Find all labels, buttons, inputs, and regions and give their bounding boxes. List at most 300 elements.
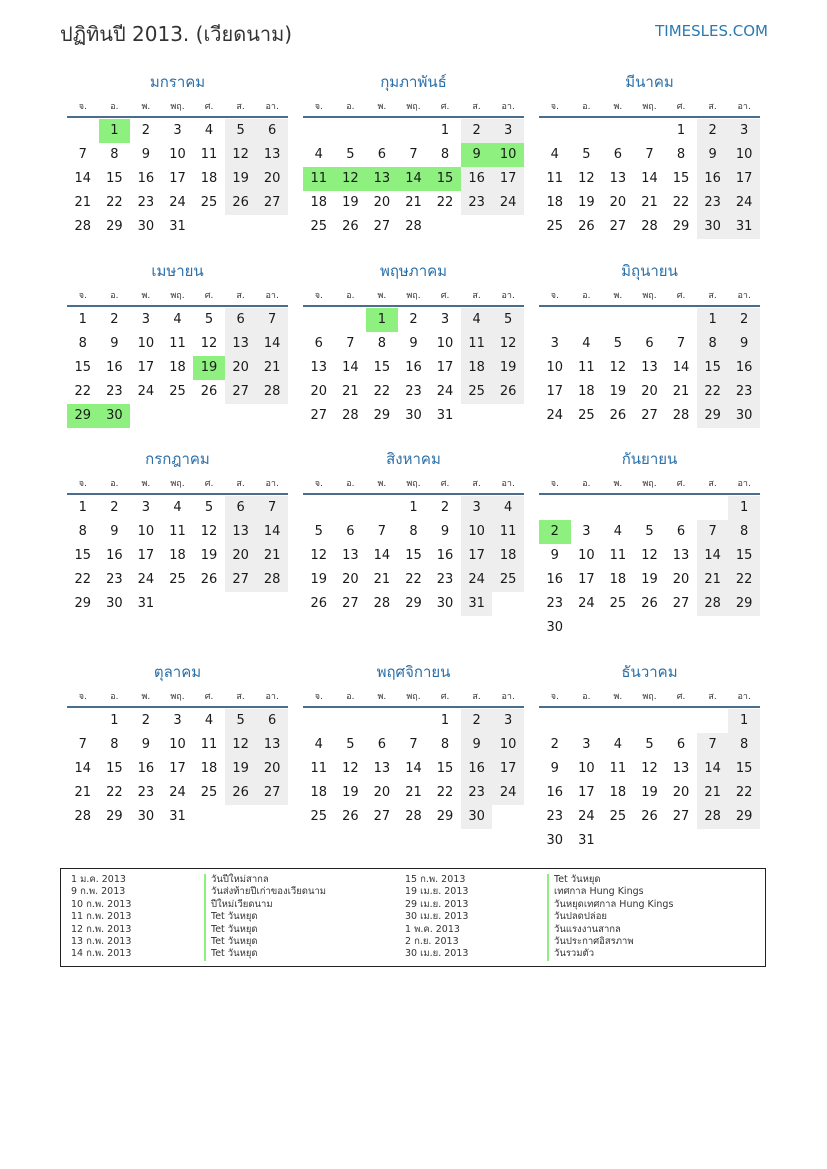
empty-cell — [539, 119, 571, 143]
day-cell: 30 — [137, 219, 155, 234]
day-cell: 2 — [461, 119, 493, 143]
day-cell: 24 — [728, 191, 760, 215]
brand-link[interactable]: TIMESLES.COM — [655, 22, 768, 40]
month-name: พฤษภาคม — [379, 262, 448, 280]
weekday-label: ศ. — [676, 291, 686, 301]
empty-cell — [335, 308, 367, 332]
empty-cell — [602, 308, 634, 332]
day-cell: 3 — [550, 336, 559, 351]
day-cell: 15 — [728, 757, 760, 781]
day-cell: 23 — [546, 596, 564, 611]
day-cell: 22 — [728, 568, 760, 592]
empty-cell — [697, 709, 729, 733]
day-cell: 21 — [256, 544, 288, 568]
weekday-label: พ. — [613, 479, 623, 489]
day-cell: 19 — [310, 572, 328, 587]
weekday-label: อ. — [110, 479, 119, 489]
day-cell: 24 — [461, 568, 493, 592]
day-cell: 26 — [641, 596, 658, 611]
weekday-label: อา. — [501, 692, 515, 702]
weekday-header — [303, 98, 524, 118]
weekday-header — [303, 287, 524, 307]
day-cell: 11 — [200, 737, 218, 752]
day-cell: 26 — [310, 596, 328, 611]
day-cell: 8 — [440, 147, 450, 162]
day-cell: 13 — [225, 332, 257, 356]
day-cell: 23 — [461, 191, 493, 215]
empty-cell — [571, 496, 603, 520]
weekday-label: จ. — [78, 291, 87, 301]
day-cell: 9 — [141, 147, 151, 162]
day-cell: 14 — [74, 171, 92, 186]
day-cell: 9 — [110, 336, 119, 351]
weekday-label: อา. — [265, 102, 279, 112]
day-cell: 19 — [578, 195, 595, 210]
day-cell: 10 — [169, 737, 186, 752]
weekday-label: ศ. — [676, 102, 686, 112]
day-cell: 29 — [697, 404, 729, 428]
legend-right-dates — [405, 874, 468, 961]
weekday-label: อา. — [265, 479, 279, 489]
weekday-label: อ. — [582, 102, 591, 112]
legend-date: 29 เม.ย. 2013 — [405, 898, 469, 910]
day-cell: 13 — [373, 761, 391, 776]
day-cell: 31 — [436, 408, 454, 423]
day-cell: 11 — [200, 147, 218, 162]
day-cell: 16 — [436, 548, 454, 563]
month-name: มิถุนายน — [621, 262, 678, 280]
day-cell: 26 — [641, 809, 658, 824]
day-cell: 17 — [461, 544, 493, 568]
legend-holiday-name: ปีใหม่เวียดนาม — [204, 899, 326, 911]
day-cell: 22 — [74, 572, 92, 587]
month-name: กุมภาพันธ์ — [380, 73, 447, 91]
weekday-label: อ. — [582, 692, 591, 702]
empty-cell — [366, 709, 398, 733]
weekday-label: ศ. — [440, 291, 450, 301]
day-cell: 17 — [169, 171, 186, 186]
day-cell: 26 — [342, 809, 359, 824]
weekday-label: พฤ. — [642, 692, 657, 702]
day-cell: 3 — [141, 312, 151, 327]
legend-holiday-name: Tet วันหยุด — [204, 948, 326, 960]
empty-cell — [67, 709, 99, 733]
weekday-label: อา. — [737, 692, 751, 702]
day-cell: 6 — [613, 147, 623, 162]
day-cell: 4 — [582, 336, 591, 351]
holiday-day-cell: 2 — [539, 520, 571, 544]
weekday-label: จ. — [78, 102, 87, 112]
day-cell: 9 — [110, 524, 119, 539]
day-cell: 4 — [461, 308, 493, 332]
day-cell: 25 — [310, 809, 328, 824]
day-cell: 10 — [578, 761, 595, 776]
day-cell: 24 — [169, 785, 186, 800]
day-grid — [539, 119, 760, 239]
day-cell: 14 — [641, 171, 658, 186]
day-cell: 25 — [310, 219, 328, 234]
day-cell: 15 — [74, 548, 92, 563]
empty-cell — [398, 119, 430, 143]
day-cell: 9 — [440, 524, 450, 539]
day-cell: 6 — [346, 524, 355, 539]
weekday-label: อ. — [346, 479, 355, 489]
day-cell: 18 — [169, 360, 186, 375]
day-cell: 18 — [169, 548, 186, 563]
weekday-label: อา. — [501, 479, 515, 489]
month-name: ตุลาคม — [153, 663, 202, 681]
month-block — [67, 659, 288, 829]
day-cell: 5 — [314, 524, 323, 539]
month-block — [303, 659, 524, 829]
day-cell: 1 — [440, 713, 450, 728]
day-cell: 14 — [697, 757, 729, 781]
day-cell: 16 — [461, 757, 493, 781]
day-cell: 11 — [578, 360, 595, 375]
day-cell: 5 — [492, 308, 524, 332]
weekday-label: ส. — [472, 692, 481, 702]
day-cell: 1 — [78, 500, 87, 515]
day-cell: 13 — [672, 548, 690, 563]
day-cell: 19 — [342, 785, 359, 800]
day-cell: 12 — [225, 733, 257, 757]
day-cell: 1 — [440, 123, 450, 138]
day-cell: 27 — [672, 596, 690, 611]
day-cell: 28 — [342, 408, 359, 423]
day-cell: 3 — [582, 524, 591, 539]
day-cell: 3 — [173, 123, 182, 138]
weekday-label: พฤ. — [170, 692, 185, 702]
weekday-label: อ. — [582, 479, 591, 489]
day-cell: 7 — [409, 737, 418, 752]
month-name: มกราคม — [149, 73, 206, 91]
weekday-label: พฤ. — [642, 102, 657, 112]
empty-cell — [366, 496, 398, 520]
day-cell: 22 — [106, 195, 123, 210]
day-cell: 30 — [546, 620, 564, 635]
day-cell: 20 — [609, 195, 627, 210]
legend-right-names — [547, 874, 673, 961]
day-cell: 10 — [137, 524, 155, 539]
day-cell: 21 — [256, 356, 288, 380]
day-cell: 21 — [373, 572, 391, 587]
day-cell: 14 — [697, 544, 729, 568]
day-cell: 17 — [492, 167, 524, 191]
weekday-label: พ. — [377, 479, 387, 489]
day-cell: 21 — [641, 195, 658, 210]
weekday-label: อ. — [110, 692, 119, 702]
legend-date: 15 ก.พ. 2013 — [405, 874, 466, 885]
day-cell: 6 — [225, 308, 257, 332]
day-cell: 6 — [676, 737, 686, 752]
day-cell: 21 — [74, 195, 92, 210]
weekday-label: จ. — [550, 479, 559, 489]
weekday-label: พ. — [377, 692, 387, 702]
day-cell: 2 — [110, 500, 119, 515]
day-cell: 17 — [492, 757, 524, 781]
day-cell: 16 — [546, 572, 564, 587]
day-cell: 23 — [137, 785, 155, 800]
weekday-label: อา. — [265, 692, 279, 702]
day-cell: 11 — [609, 761, 627, 776]
day-cell: 1 — [728, 496, 760, 520]
day-cell: 4 — [314, 737, 323, 752]
empty-cell — [665, 496, 697, 520]
day-cell: 8 — [110, 147, 119, 162]
day-grid — [67, 496, 288, 616]
legend-holiday-name: วันปลดปล่อย — [547, 911, 673, 923]
empty-cell — [335, 496, 367, 520]
day-cell: 17 — [578, 572, 595, 587]
weekday-label: พ. — [377, 291, 387, 301]
weekday-label: ศ. — [204, 102, 214, 112]
day-cell: 16 — [137, 761, 155, 776]
legend-holiday-name: วันประกาศอิสรภาพ — [547, 936, 673, 948]
weekday-header — [67, 475, 288, 495]
weekday-label: พ. — [613, 692, 623, 702]
day-cell: 8 — [377, 336, 387, 351]
day-cell: 8 — [728, 520, 760, 544]
day-cell: 20 — [225, 356, 257, 380]
holiday-day-cell: 19 — [193, 356, 225, 380]
holiday-day-cell: 15 — [429, 167, 461, 191]
day-cell: 24 — [436, 384, 454, 399]
day-cell: 5 — [204, 312, 214, 327]
day-cell: 21 — [697, 568, 729, 592]
weekday-label: อ. — [346, 291, 355, 301]
weekday-header — [303, 475, 524, 495]
day-cell: 27 — [641, 408, 658, 423]
empty-cell — [303, 119, 335, 143]
day-cell: 30 — [106, 596, 123, 611]
legend-holiday-name: Tet วันหยุด — [547, 874, 673, 886]
day-cell: 15 — [697, 356, 729, 380]
weekday-label: อา. — [737, 479, 751, 489]
day-cell: 5 — [204, 500, 214, 515]
empty-cell — [634, 308, 666, 332]
day-cell: 23 — [697, 191, 729, 215]
day-cell: 10 — [436, 336, 454, 351]
weekday-label: จ. — [314, 479, 323, 489]
weekday-header — [539, 688, 760, 708]
weekday-label: ศ. — [440, 479, 450, 489]
day-cell: 12 — [310, 548, 328, 563]
day-cell: 30 — [546, 833, 564, 848]
day-cell: 11 — [169, 336, 186, 351]
day-cell: 24 — [137, 384, 155, 399]
day-cell: 18 — [609, 572, 627, 587]
day-cell: 8 — [728, 733, 760, 757]
weekday-label: อา. — [501, 102, 515, 112]
day-cell: 13 — [672, 761, 690, 776]
day-cell: 20 — [256, 757, 288, 781]
weekday-header — [539, 475, 760, 495]
weekday-label: ศ. — [204, 692, 214, 702]
weekday-label: อา. — [737, 102, 751, 112]
day-cell: 27 — [373, 219, 391, 234]
day-cell: 19 — [225, 167, 257, 191]
day-cell: 15 — [373, 360, 391, 375]
legend-left-names — [204, 874, 326, 961]
day-grid — [67, 709, 288, 829]
month-block — [67, 69, 288, 239]
day-cell: 13 — [225, 520, 257, 544]
month-name: ธันวาคม — [621, 663, 678, 681]
day-cell: 19 — [641, 785, 658, 800]
day-grid — [67, 119, 288, 239]
legend-date: 19 เม.ย. 2013 — [405, 886, 469, 898]
day-cell: 24 — [492, 191, 524, 215]
day-cell: 25 — [609, 596, 627, 611]
day-cell: 19 — [200, 548, 218, 563]
day-cell: 6 — [314, 336, 323, 351]
day-cell: 29 — [405, 596, 422, 611]
empty-cell — [335, 119, 367, 143]
legend-date: 14 ก.พ. 2013 — [71, 948, 132, 960]
day-cell: 16 — [405, 360, 422, 375]
legend-date: 9 ก.พ. 2013 — [71, 886, 126, 898]
day-cell: 14 — [672, 360, 690, 375]
weekday-label: พ. — [141, 102, 151, 112]
weekday-label: ส. — [472, 479, 481, 489]
empty-cell — [602, 119, 634, 143]
day-cell: 7 — [256, 308, 288, 332]
day-cell: 20 — [225, 544, 257, 568]
day-cell: 26 — [225, 191, 257, 215]
day-cell: 9 — [550, 761, 559, 776]
legend-holiday-name: วันหยุดเทศกาล Hung Kings — [547, 899, 673, 911]
weekday-label: ส. — [708, 291, 717, 301]
day-cell: 3 — [141, 500, 151, 515]
day-cell: 16 — [697, 167, 729, 191]
day-cell: 12 — [200, 336, 218, 351]
day-cell: 11 — [492, 520, 524, 544]
day-cell: 25 — [200, 785, 218, 800]
day-cell: 21 — [697, 781, 729, 805]
legend-date: 11 ก.พ. 2013 — [71, 911, 132, 923]
day-grid — [303, 709, 524, 829]
month-block — [67, 258, 288, 428]
day-cell: 27 — [310, 408, 328, 423]
day-cell: 1 — [728, 709, 760, 733]
page-title: ปฏิทินปี 2013. (เวียดนาม) — [60, 22, 293, 46]
weekday-label: พฤ. — [170, 291, 185, 301]
legend-holiday-name: Tet วันหยุด — [204, 911, 326, 923]
weekday-label: พฤ. — [406, 692, 421, 702]
day-cell: 5 — [346, 147, 355, 162]
day-cell: 10 — [492, 733, 524, 757]
day-cell: 24 — [578, 809, 595, 824]
day-cell: 27 — [256, 191, 288, 215]
day-cell: 26 — [342, 219, 359, 234]
day-cell: 25 — [546, 219, 564, 234]
day-cell: 19 — [641, 572, 658, 587]
day-cell: 30 — [697, 215, 729, 239]
day-cell: 17 — [728, 167, 760, 191]
day-cell: 28 — [641, 219, 658, 234]
day-cell: 5 — [645, 524, 654, 539]
weekday-label: อ. — [110, 102, 119, 112]
weekday-label: ศ. — [676, 479, 686, 489]
empty-cell — [398, 709, 430, 733]
weekday-label: พ. — [613, 102, 623, 112]
empty-cell — [303, 308, 335, 332]
weekday-label: จ. — [78, 692, 87, 702]
day-cell: 25 — [200, 195, 218, 210]
weekday-label: พ. — [141, 692, 151, 702]
day-cell: 5 — [346, 737, 355, 752]
day-cell: 22 — [728, 781, 760, 805]
day-cell: 23 — [137, 195, 155, 210]
day-grid — [539, 308, 760, 428]
day-cell: 12 — [200, 524, 218, 539]
day-cell: 21 — [342, 384, 359, 399]
weekday-label: พฤ. — [406, 291, 421, 301]
day-cell: 16 — [728, 356, 760, 380]
day-cell: 27 — [225, 380, 257, 404]
legend-date: 12 ก.พ. 2013 — [71, 923, 132, 935]
day-cell: 18 — [200, 171, 218, 186]
day-cell: 5 — [582, 147, 591, 162]
day-cell: 1 — [78, 312, 87, 327]
day-cell: 29 — [728, 805, 760, 829]
day-cell: 18 — [310, 785, 328, 800]
day-cell: 30 — [405, 408, 422, 423]
holiday-day-cell: 13 — [366, 167, 398, 191]
day-cell: 27 — [373, 809, 391, 824]
weekday-label: อา. — [265, 291, 279, 301]
day-cell: 15 — [106, 171, 123, 186]
weekday-label: ส. — [472, 102, 481, 112]
day-cell: 20 — [641, 384, 658, 399]
day-cell: 12 — [609, 360, 627, 375]
day-cell: 24 — [546, 408, 564, 423]
day-cell: 14 — [74, 761, 92, 776]
day-cell: 27 — [609, 219, 627, 234]
day-cell: 18 — [578, 384, 595, 399]
weekday-label: จ. — [314, 102, 323, 112]
weekday-label: ส. — [236, 102, 245, 112]
day-cell: 1 — [676, 123, 686, 138]
day-cell: 10 — [728, 143, 760, 167]
day-cell: 20 — [342, 572, 359, 587]
month-name: สิงหาคม — [386, 450, 441, 468]
legend-date: 2 ก.ย. 2013 — [405, 935, 459, 947]
day-cell: 12 — [641, 548, 658, 563]
day-cell: 3 — [492, 709, 524, 733]
day-cell: 20 — [672, 572, 690, 587]
day-cell: 23 — [436, 572, 454, 587]
day-cell: 25 — [169, 572, 186, 587]
day-cell: 13 — [609, 171, 627, 186]
holiday-day-cell: 9 — [461, 143, 493, 167]
day-cell: 6 — [377, 737, 387, 752]
day-cell: 15 — [74, 360, 92, 375]
day-cell: 30 — [137, 809, 155, 824]
day-cell: 22 — [436, 785, 454, 800]
weekday-label: ศ. — [440, 102, 450, 112]
weekday-label: ส. — [472, 291, 481, 301]
day-cell: 15 — [728, 544, 760, 568]
day-cell: 2 — [409, 312, 418, 327]
day-cell: 4 — [204, 713, 214, 728]
holiday-day-cell: 30 — [99, 404, 131, 428]
empty-cell — [634, 496, 666, 520]
day-cell: 24 — [492, 781, 524, 805]
day-cell: 12 — [342, 761, 359, 776]
day-cell: 4 — [314, 147, 323, 162]
day-cell: 22 — [672, 195, 690, 210]
